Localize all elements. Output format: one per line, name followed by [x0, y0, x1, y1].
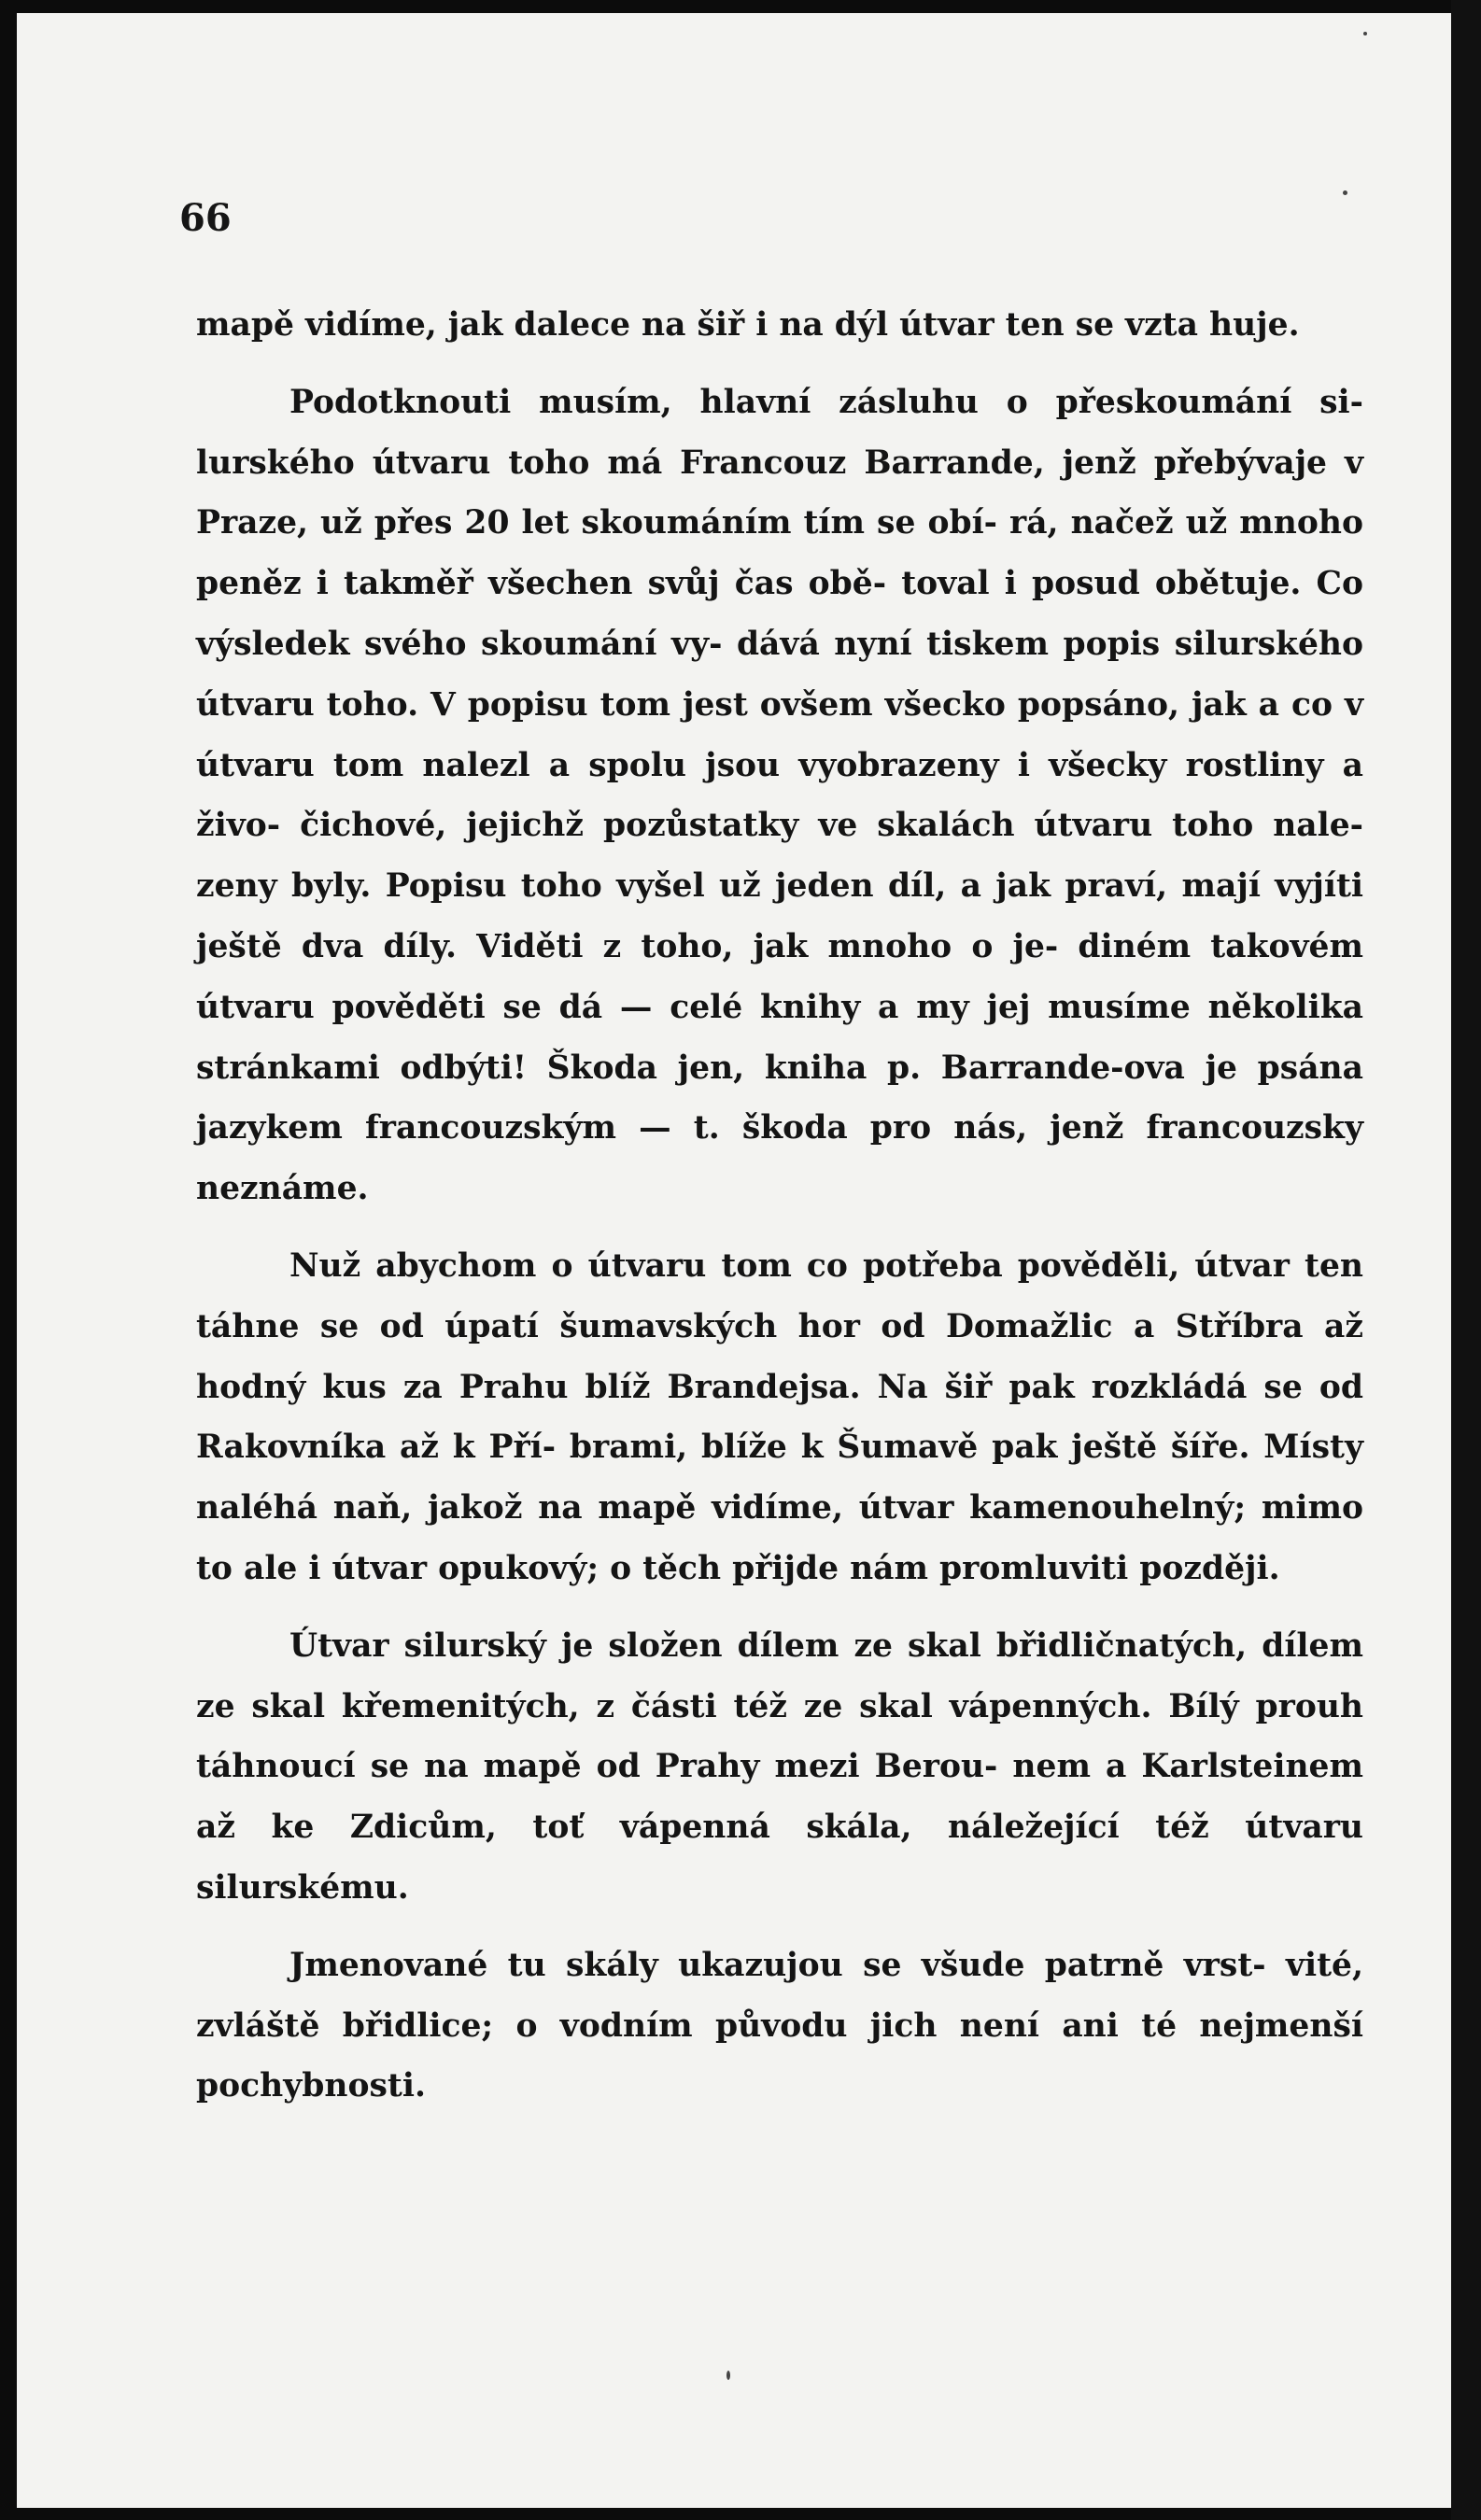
text-line: vzta huje. [1125, 306, 1300, 344]
text-line: mají vyjíti ještě dva díly. Viděti z toho, jak mnoho o je- [196, 867, 1363, 965]
paragraph-3 [196, 1236, 1363, 1599]
text-line: dílem ze skal křemenitých, z části též ze skal vápenných. [196, 1626, 1363, 1725]
text-line: jen, kniha p. Barrande-ova je psána jazykem francouzským [196, 1049, 1363, 1147]
print-speck [726, 2371, 730, 2380]
book-page [17, 13, 1451, 2508]
text-column [196, 295, 1363, 2117]
text-line: nejmenší pochybnosti. [196, 2006, 1363, 2105]
text-line: zeny byly. Popisu toho vyšel už jeden díl, a jak praví, [196, 867, 1168, 906]
text-line: a my jej musíme několika stránkami odbýti! Škoda [196, 988, 1364, 1087]
text-line: Jmenované tu skály ukazujou se všude patrně vrst- [289, 1946, 1266, 1984]
text-line: skála, náležející též útvaru silurskému. [196, 1809, 1363, 1907]
text-line: vité, zvláště břidlice; o vodním původu jich není ani té [196, 1946, 1364, 2045]
text-line: přebývaje v Praze, už přes 20 let skoumáním tím se obí- [196, 443, 1364, 542]
text-line: rá, načež už mnoho peněz i takměř všechen svůj čas obě- [196, 504, 1363, 603]
text-line: lurského útvaru toho má Francouz Barrande, jenž [196, 443, 1136, 482]
text-line: diném takovém útvaru pověděti se dá — celé knihy [196, 927, 1364, 1026]
text-line: Bílý prouh táhnoucí se na mapě od Prahy mezi Berou- [196, 1687, 1364, 1786]
text-line: Útvar silurský je složen dílem ze skal břidličnatých, [289, 1626, 1248, 1665]
text-line: i útvar opukový; o těch přijde nám promluviti později. [308, 1549, 1280, 1587]
page-edge-shadow [1451, 0, 1481, 2520]
paragraph-1 [196, 295, 1363, 356]
text-line: Nuž abychom o útvaru tom co potřeba pověděli, útvar [289, 1246, 1290, 1285]
text-line: čichové, jejichž pozůstatky ve skalách útvaru toho nale- [300, 807, 1364, 845]
text-line: ten táhne se od úpatí šumavských hor od Domažlic [196, 1246, 1363, 1345]
text-line: toval i posud obětuje. Co výsledek svého skoumání vy- [196, 565, 1363, 663]
paragraph-5 [196, 1936, 1363, 2117]
text-line: mapě vidíme, jak dalece na šiř i na dýl útvar ten se [196, 306, 1115, 344]
page-number: 66 [179, 196, 232, 240]
text-line: Na šiř pak rozkládá se od Rakovníka až k Pří- [196, 1368, 1363, 1467]
print-speck [1343, 190, 1347, 195]
text-line: jakož na mapě vidíme, útvar kamenouhelný; mimo to ale [196, 1489, 1363, 1587]
text-line: a Stříbra až hodný kus za Prahu blíž Brandejsa. [196, 1307, 1363, 1406]
text-line: brami, blíže k Šumavě pak ještě šíře. Místy naléhá naň, [196, 1429, 1364, 1527]
print-speck [1363, 32, 1367, 35]
text-line: dává nyní tiskem popis silurského útvaru toho. V popisu [196, 625, 1363, 724]
paragraph-4 [196, 1616, 1363, 1919]
text-line: — t. škoda pro nás, jenž francouzsky neznáme. [196, 1109, 1364, 1208]
text-line: nalezl a spolu jsou vyobrazeny i všecky rostliny a živo- [196, 746, 1363, 845]
text-line: tom jest ovšem všecko popsáno, jak a co v útvaru tom [196, 685, 1363, 784]
text-line: Podotknouti musím, hlavní zásluhu o přeskoumání si- [289, 383, 1363, 421]
paragraph-2 [196, 373, 1363, 1219]
text-line: nem a Karlsteinem až ke Zdicům, toť vápenná [196, 1748, 1363, 1847]
